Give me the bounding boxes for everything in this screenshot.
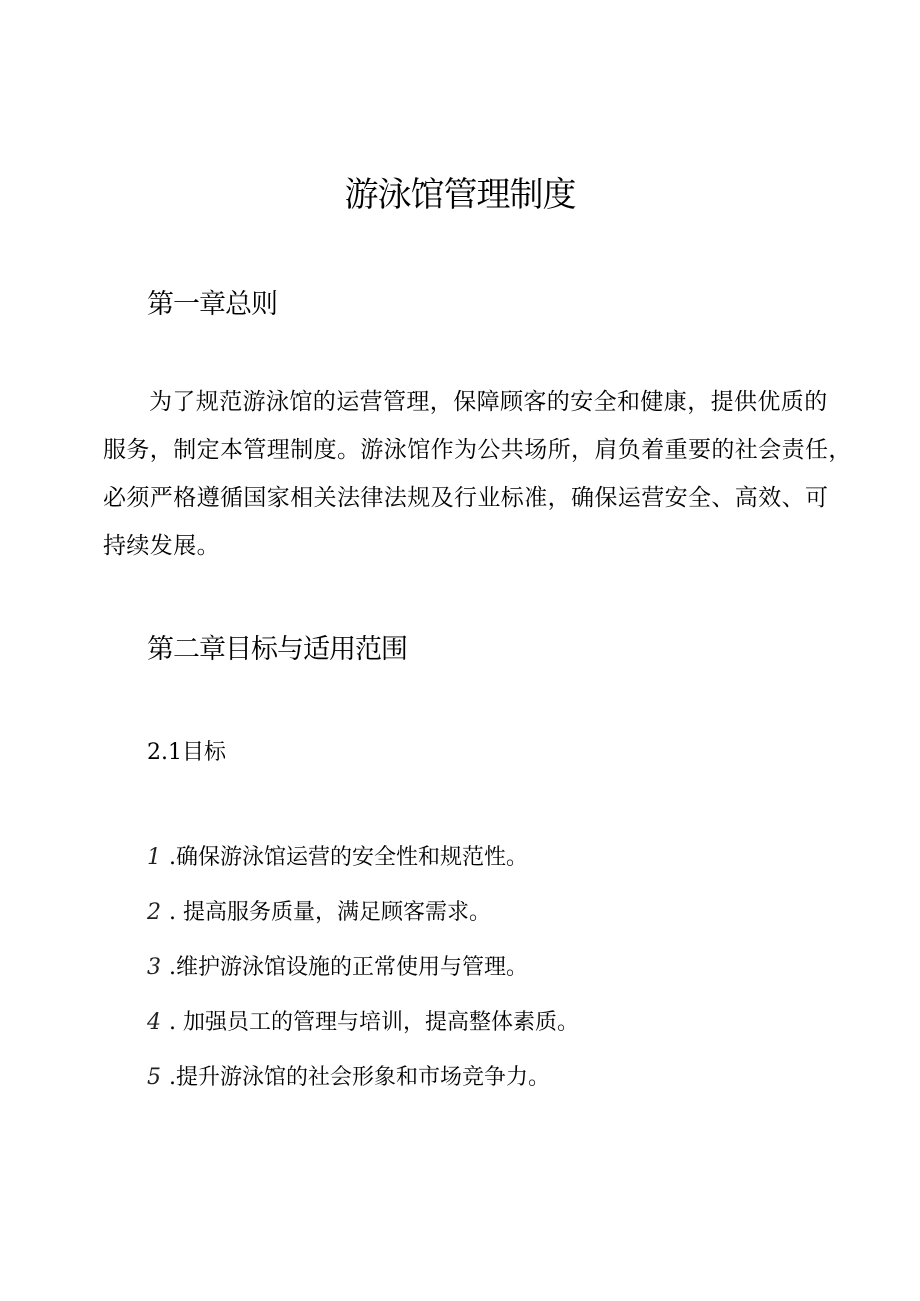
list-item-text: . 加强员工的管理与培训，提高整体素质。 — [169, 1010, 579, 1035]
list-item-text: .确保游泳馆运营的安全性和规范性。 — [169, 845, 528, 870]
paragraph-line: 为了规范游泳馆的运营管理，保障顾客的安全和健康，提供优质的 — [149, 389, 828, 415]
chapter-paragraph — [103, 378, 852, 570]
goal-list — [147, 838, 579, 1113]
list-item — [147, 1003, 579, 1058]
list-item-number: 1 — [147, 845, 161, 870]
list-item-text: . 提高服务质量，满足顾客需求。 — [169, 900, 491, 925]
list-item-number: 5 — [147, 1065, 161, 1090]
document-title: 游泳馆管理制度 — [344, 175, 576, 215]
section-heading: 2.1目标 — [147, 740, 226, 765]
list-item-number: 2 — [147, 900, 161, 925]
paragraph-line: 服务，制定本管理制度。游泳馆作为公共场所，肩负着重要的社会责任， — [103, 437, 852, 463]
list-item — [147, 1058, 579, 1113]
list-item-text: .维护游泳馆设施的正常使用与管理。 — [169, 955, 528, 980]
list-item — [147, 893, 579, 948]
paragraph-line: 必须严格遵循国家相关法律法规及行业标准，确保运营安全、高效、可 — [103, 485, 829, 511]
paragraph-line: 持续发展。 — [103, 533, 220, 559]
list-item — [147, 948, 579, 1003]
list-item-number: 4 — [147, 1010, 161, 1035]
chapter-heading: 第一章总则 — [147, 289, 277, 320]
list-item-number: 3 — [147, 955, 161, 980]
list-item — [147, 838, 579, 893]
list-item-text: .提升游泳馆的社会形象和市场竞争力。 — [169, 1065, 550, 1090]
chapter-heading: 第二章目标与适用范围 — [147, 634, 407, 665]
